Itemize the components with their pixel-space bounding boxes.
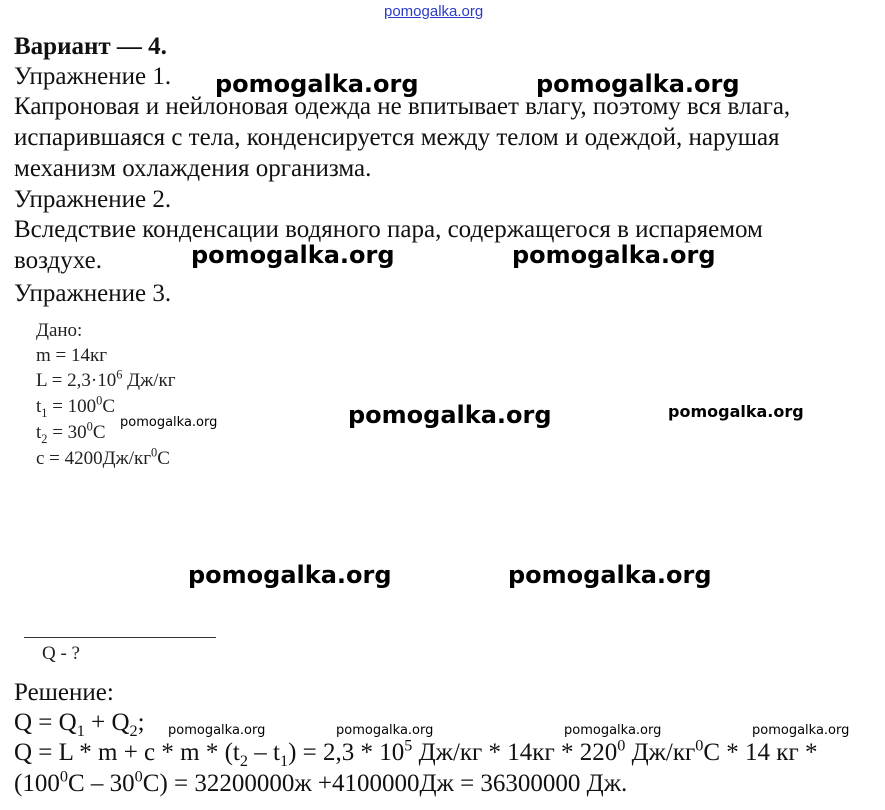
- watermark-text: pomogalka.org: [668, 402, 804, 421]
- watermark-text: pomogalka.org: [348, 401, 552, 429]
- given-t2: $t_2 = 30^0C$: [36, 419, 106, 446]
- exercise-2-line: Вследствие конденсации водяного пара, содержащегося в испаряемом: [14, 216, 763, 243]
- watermark-text: pomogalka.org: [336, 723, 434, 738]
- exercise-1-line: испарившаяся с тела, конденсируется между телом и одеждой, нарушая: [14, 124, 780, 151]
- watermark-text: pomogalka.org: [120, 415, 218, 430]
- solution-label: Решение:: [14, 679, 114, 706]
- watermark-text: pomogalka.org: [752, 723, 850, 738]
- watermark-text: pomogalka.org: [512, 241, 716, 269]
- exercise-1-line: механизм охлаждения организма.: [14, 155, 372, 182]
- given-mass: m = 14кг: [36, 345, 108, 366]
- watermark-text: pomogalka.org: [215, 70, 419, 98]
- find-quantity: Q - ?: [42, 643, 80, 664]
- given-label: Дано:: [36, 320, 83, 341]
- given-t1: $t_1 = 100^0C$: [36, 393, 116, 420]
- exercise-2-heading: Упражнение 2.: [14, 186, 172, 213]
- solution-equation-3: $(100^0C - 30^0C) = 32200000ж +4100000Дж = 36300000$ Дж.: [14, 767, 628, 797]
- watermark-text: pomogalka.org: [168, 723, 266, 738]
- exercise-2-line: воздухе.: [14, 247, 103, 274]
- watermark-text: pomogalka.org: [508, 561, 712, 589]
- solution-equation-1: $Q = Q_1 + Q_2$;: [14, 709, 145, 740]
- watermark-text: pomogalka.org: [536, 70, 740, 98]
- exercise-1-heading: Упражнение 1.: [14, 63, 172, 90]
- page-title: Вариант — 4.: [14, 33, 167, 60]
- watermark-text: pomogalka.org: [191, 241, 395, 269]
- solution-equation-2: $Q = L * m + c * m * (t_2 - t_1) = 2,3 * 10^5$ $Дж/кг * 14кг * 220^0$ $Дж/кг^0C * 14$ кг *: [14, 736, 818, 770]
- exercise-1-line: Капроновая и нейлоновая одежда не впитывает влагу, поэтому вся влага,: [14, 93, 791, 120]
- given-divider: [24, 637, 216, 638]
- header-watermark-link[interactable]: pomogalka.org: [384, 3, 484, 20]
- watermark-text: pomogalka.org: [188, 561, 392, 589]
- exercise-3-heading: Упражнение 3.: [14, 280, 172, 307]
- given-latent-heat: $L = 2,3\cdot 10^6$ Дж/кг: [36, 367, 176, 391]
- given-specific-heat: $c = 4200Дж/кг^0C$: [36, 445, 170, 469]
- watermark-text: pomogalka.org: [564, 723, 662, 738]
